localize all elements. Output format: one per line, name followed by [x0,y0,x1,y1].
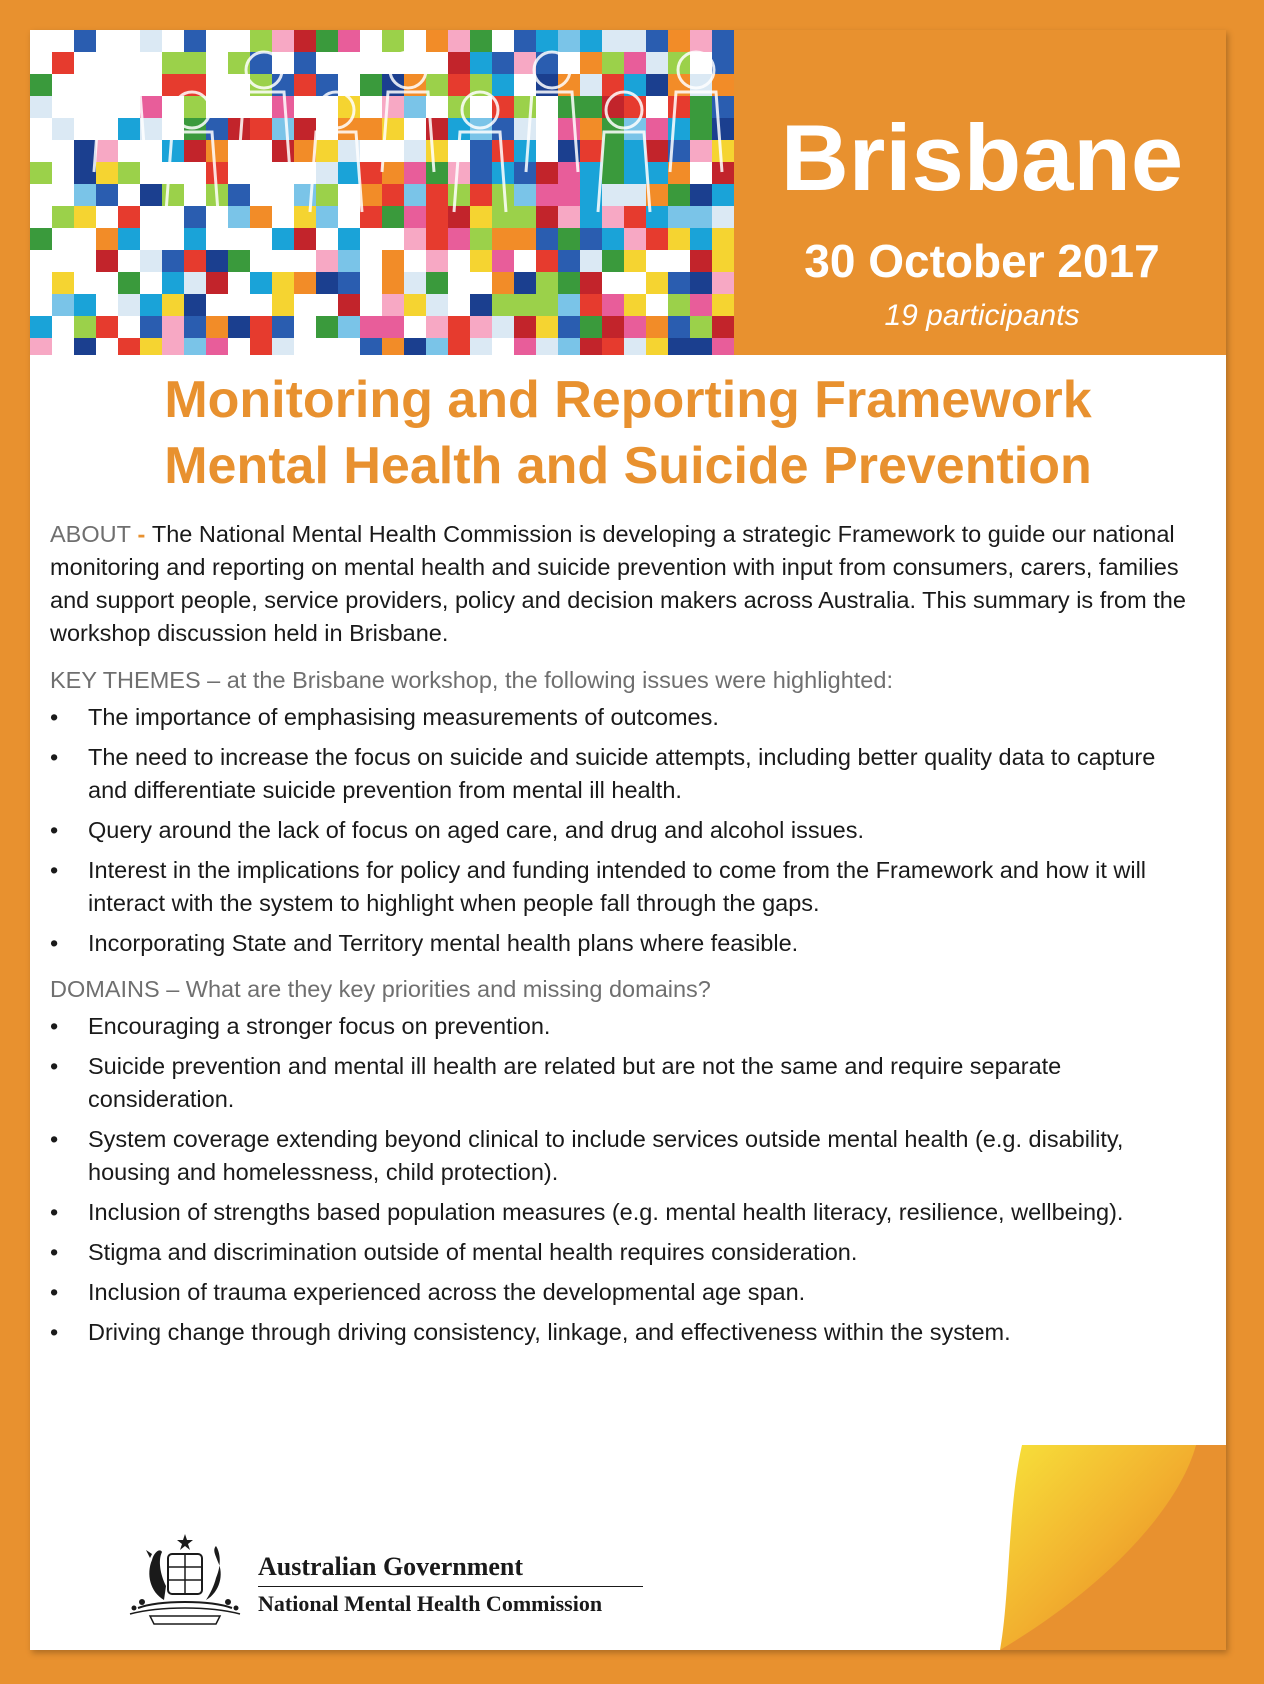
participant-count: 19 participants [884,299,1080,332]
bullet-icon: • [50,1319,59,1345]
bullet-icon: • [50,1199,59,1225]
bullet-icon: • [50,704,59,730]
workshop-date: 30 October 2017 [804,235,1160,287]
about-text: The National Mental Health Commission is developing a strategic Framework to guide our national monitoring and reporting on mental health and suicide prevention with input from consumers, carers, families and support people, service providers, policy and decision makers across Australia. This summary is from the workshop discussion held in Brisbane. [50,521,1186,646]
mosaic-people-image [30,30,734,355]
domains-item-text: Encouraging a stronger focus on prevention. [88,1013,551,1039]
domains-item [50,1050,1180,1116]
key-themes-item [50,814,1180,847]
about-paragraph [50,518,1190,650]
domains-list [50,1010,1180,1356]
coat-of-arms-icon [120,1530,250,1630]
domains-item-text: Suicide prevention and mental ill health are related but are not the same and require separate consideration. [88,1053,1062,1112]
domains-item [50,1236,1180,1269]
logo-divider [258,1586,643,1587]
bullet-icon: • [50,1013,59,1039]
document-title [30,367,1226,499]
bullet-icon: • [50,744,59,770]
domains-item [50,1276,1180,1309]
domains-item-text: Stigma and discrimination outside of mental health requires consideration. [88,1239,858,1265]
bullet-icon: • [50,857,59,883]
key-themes-item [50,741,1180,807]
city-title: Brisbane [780,105,1184,210]
domains-item [50,1316,1180,1349]
domains-item-text: Driving change through driving consistency, linkage, and effectiveness within the system. [88,1319,1011,1345]
header-banner [30,30,1226,355]
domains-item-text: System coverage extending beyond clinical to include services outside mental health (e.g. disability, housing and homelessness, child protection). [88,1126,1124,1185]
domains-item-text: Inclusion of trauma experienced across the developmental age span. [88,1279,806,1305]
about-label: ABOUT [50,521,131,547]
title-line-2: Mental Health and Suicide Prevention [164,437,1092,495]
title-line-1: Monitoring and Reporting Framework [164,371,1092,429]
bullet-icon: • [50,817,59,843]
domains-item [50,1123,1180,1189]
domains-item [50,1196,1180,1229]
key-themes-item-text: Incorporating State and Territory mental health plans where feasible. [88,930,799,956]
bullet-icon: • [50,1126,59,1152]
key-themes-list [50,701,1180,967]
key-themes-item-text: The importance of emphasising measurements of outcomes. [88,704,719,730]
domains-item [50,1010,1180,1043]
key-themes-item [50,701,1180,734]
commission-name: National Mental Health Commission [258,1591,603,1616]
domains-item-text: Inclusion of strengths based population measures (e.g. mental health literacy, resilience, wellbeing). [88,1199,1124,1225]
page-sheet [30,30,1226,1650]
bullet-icon: • [50,1053,59,1079]
domains-heading: DOMAINS – What are they key priorities and missing domains? [50,976,711,1002]
key-themes-item-text: Interest in the implications for policy and funding intended to come from the Framework and how it will interact with the system to highlight when people fall through the gaps. [88,857,1147,916]
bullet-icon: • [50,1279,59,1305]
about-separator: - [130,521,152,547]
key-themes-item-text: The need to increase the focus on suicide and suicide attempts, including better quality data to capture and differentiate suicide prevention from mental ill health. [88,744,1156,803]
bullet-icon: • [50,1239,59,1265]
page-curl-decoration [1000,1445,1226,1650]
key-themes-item [50,927,1180,960]
government-name: Australian Government [258,1552,524,1581]
key-themes-heading: KEY THEMES – at the Brisbane workshop, the following issues were highlighted: [50,667,893,693]
key-themes-item [50,854,1180,920]
bullet-icon: • [50,930,59,956]
key-themes-item-text: Query around the lack of focus on aged care, and drug and alcohol issues. [88,817,864,843]
australian-government-logo [120,1530,680,1630]
